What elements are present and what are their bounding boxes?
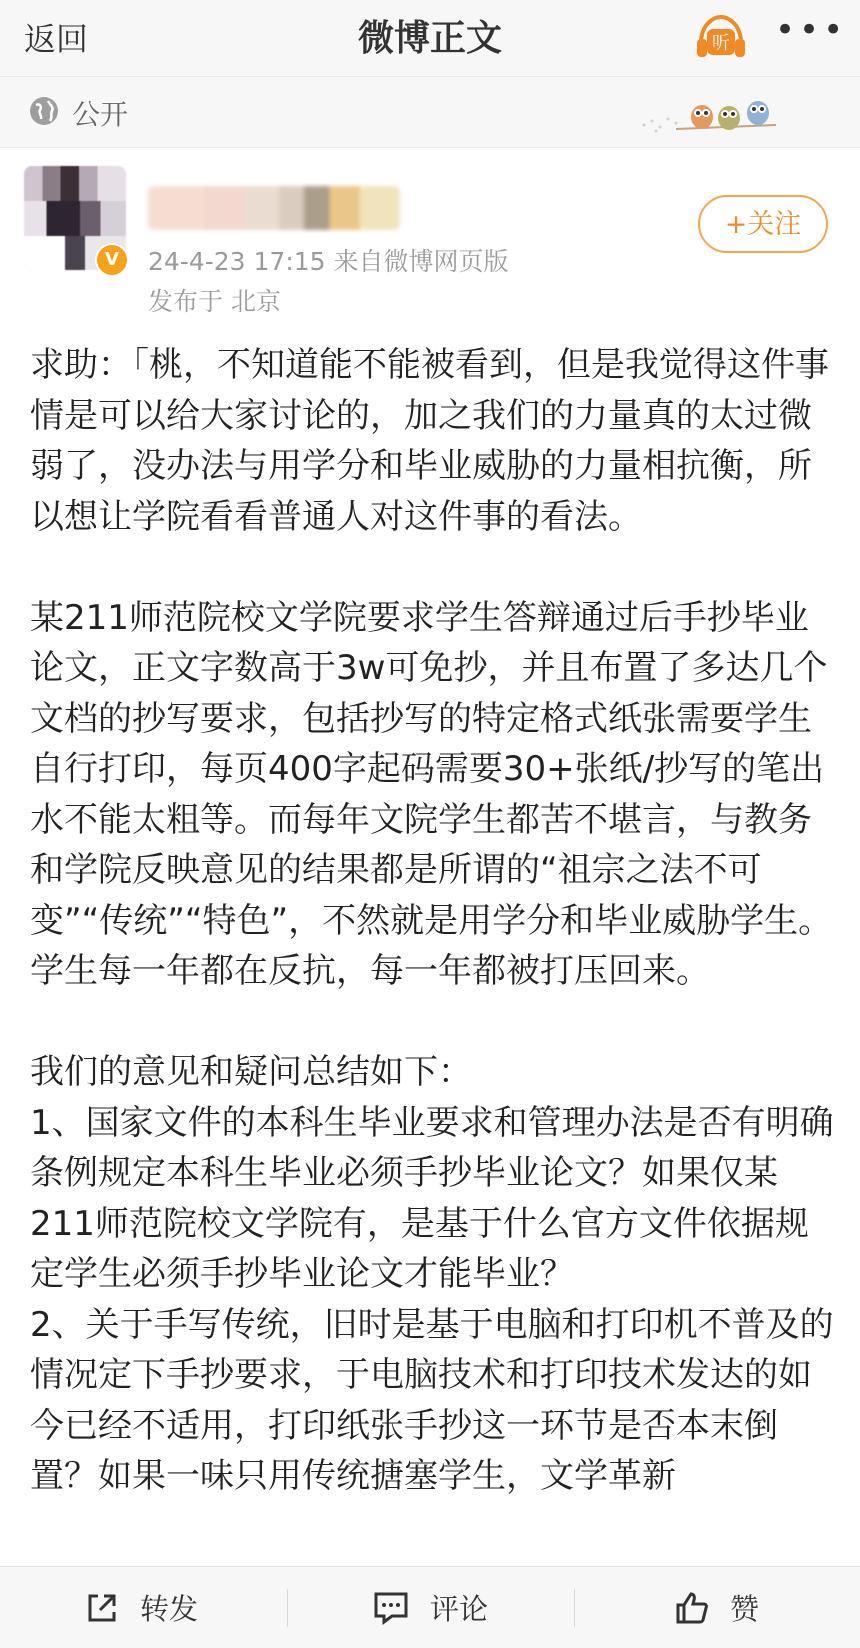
follow-button[interactable]: +关注	[698, 195, 828, 253]
like-label: 赞	[730, 1592, 760, 1626]
username-blurred[interactable]	[148, 186, 400, 230]
post-location: 发布于 北京	[148, 287, 281, 316]
comment-icon	[372, 1590, 410, 1626]
like-button[interactable]	[674, 1567, 759, 1648]
headphones-icon	[693, 13, 749, 61]
thumbs-up-icon	[674, 1590, 710, 1626]
bottom-action-bar	[0, 1566, 860, 1648]
divider	[287, 1589, 288, 1627]
paragraph-spacer	[30, 997, 835, 1048]
post-paragraph: 我们的意见和疑问总结如下：	[30, 1052, 472, 1092]
post-paragraph: 某211师范院校文学院要求学生答辩通过后手抄毕业论文，正文字数高于3w可免抄，并且布置了多达几个文档的抄写要求，包括抄写的特定格式纸张需要学生自行打印，每页400字起码需要30+张纸/抄写的笔出水不能太粗等。而每年文院学生都苦不堪言，与教务和学院反映意见的结果都是所谓的“祖宗之法不可变”“传统”“特色”，不然就是用学分和毕业威胁学生。学生每一年都在反抗，每一年都被打压回来。	[30, 597, 833, 991]
post-time-source: 24-4-23 17:15 来自微博网页版	[148, 247, 509, 276]
comment-button[interactable]	[372, 1567, 488, 1648]
more-options-button[interactable]: •••	[775, 10, 848, 50]
visibility-label: 公开	[72, 98, 129, 131]
owls-decoration-icon	[636, 85, 786, 141]
verified-badge: V	[95, 243, 129, 277]
repost-label: 转发	[140, 1592, 199, 1626]
page-title: 微博正文	[357, 18, 502, 59]
post-paragraph: 2、关于手写传统，旧时是基于电脑和打印机不普及的情况定下手抄要求，于电脑技术和打印技术发达的如今已经不适用，打印纸张手抄这一环节是否本末倒置？如果一味只用传统搪塞学生，文学革新	[30, 1304, 834, 1496]
post-paragraph: 1、国家文件的本科生毕业要求和管理办法是否有明确条例规定本科生毕业必须手抄毕业论文？如果仅某211师范院校文学院有，是基于什么官方文件依据规定学生必须手抄毕业论文才能毕业？	[30, 1102, 834, 1294]
avatar-blur-band	[24, 201, 126, 236]
repost-button[interactable]	[84, 1567, 198, 1648]
globe-icon	[28, 95, 60, 127]
listen-label: 听	[712, 33, 730, 54]
back-button[interactable]: 返回	[24, 20, 89, 58]
listen-button[interactable]	[693, 13, 749, 61]
post-paragraph: 求助：「桃，不知道能不能被看到，但是我觉得这件事情是可以给大家讨论的，加之我们的力量真的太过微弱了，没办法与用学分和毕业威胁的力量相抗衡，所以想让学院看看普通人对这件事的看法。	[30, 345, 829, 537]
top-nav-bar	[0, 0, 860, 77]
paragraph-spacer	[30, 542, 835, 593]
repost-icon	[84, 1590, 120, 1626]
comment-label: 评论	[430, 1592, 489, 1626]
divider	[574, 1589, 575, 1627]
visibility-row	[0, 77, 860, 148]
post-content	[30, 340, 835, 1502]
